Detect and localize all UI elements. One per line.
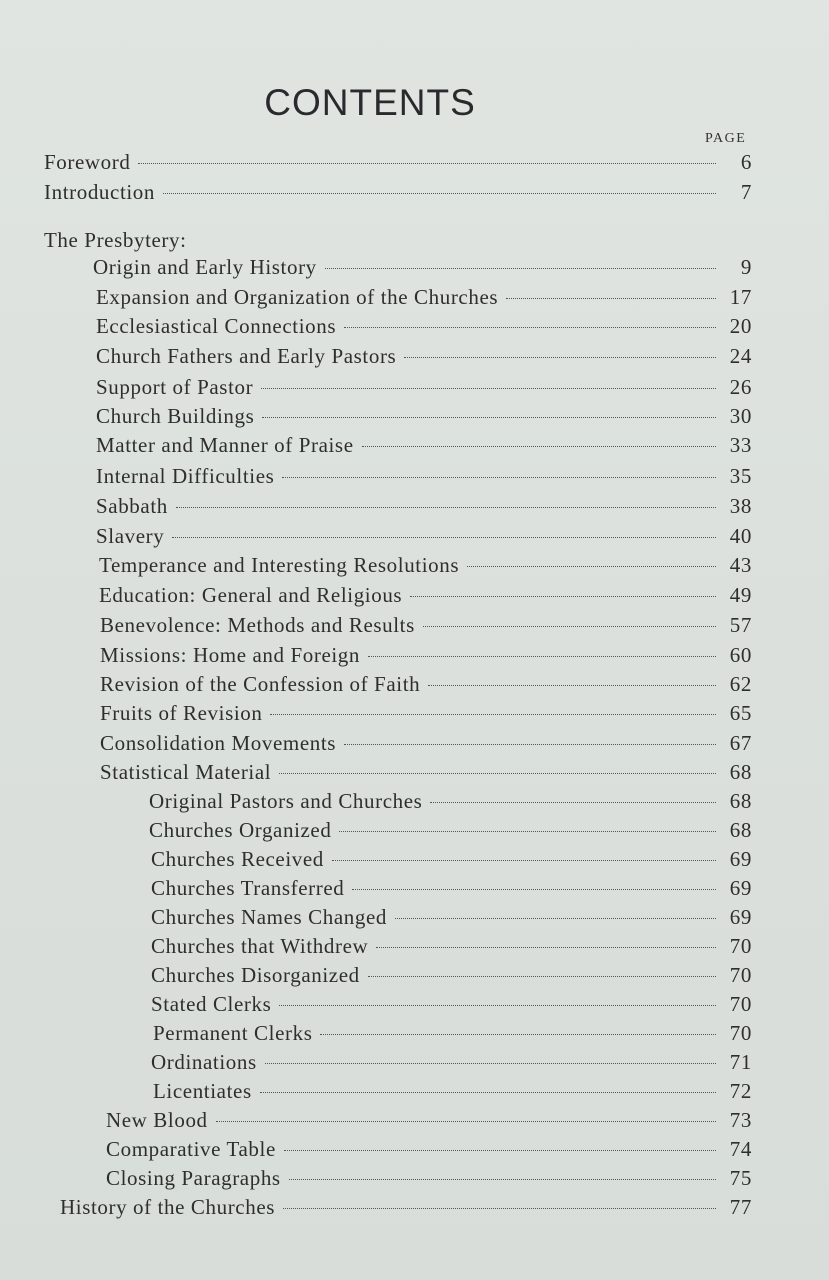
toc-entry-label: History of the Churches <box>60 1195 276 1219</box>
toc-entry-page-number: 62 <box>729 672 752 696</box>
toc-entry <box>44 150 752 179</box>
toc-entry <box>96 464 752 493</box>
toc-entry-label: Internal Difficulties <box>96 464 275 488</box>
toc-entry-label: Introduction <box>44 180 156 204</box>
toc-entry-label: Revision of the Confession of Faith <box>100 672 421 696</box>
toc-entry-page-number: 70 <box>729 963 752 987</box>
dot-leader <box>176 507 716 508</box>
toc-entry <box>151 847 752 876</box>
toc-entry-page-number: 71 <box>729 1050 752 1074</box>
dot-leader <box>261 388 716 389</box>
toc-entry-page-number: 68 <box>729 818 752 842</box>
dot-leader <box>265 1063 716 1064</box>
dot-leader <box>262 417 716 418</box>
toc-entry-label: Ecclesiastical Connections <box>96 314 337 338</box>
toc-entry-label: Origin and Early History <box>93 255 317 279</box>
dot-leader <box>283 1208 716 1209</box>
dot-leader <box>423 626 716 627</box>
toc-entry-label: Churches Disorganized <box>151 963 360 987</box>
toc-entry-page-number: 69 <box>729 847 752 871</box>
dot-leader <box>163 193 716 194</box>
toc-entry-label: Sabbath <box>96 494 168 518</box>
toc-entry-page-number: 75 <box>729 1166 752 1190</box>
toc-entry-label: Licentiates <box>153 1079 252 1103</box>
toc-entry-label: Missions: Home and Foreign <box>100 643 361 667</box>
toc-entry-label: Comparative Table <box>106 1137 276 1161</box>
toc-entry <box>100 613 752 642</box>
toc-entry <box>106 1108 752 1137</box>
toc-entry-label: Closing Paragraphs <box>106 1166 281 1190</box>
dot-leader <box>279 1005 716 1006</box>
toc-entry-page-number: 33 <box>729 433 752 457</box>
toc-entry <box>106 1137 752 1166</box>
dot-leader <box>395 918 716 919</box>
toc-entry <box>100 672 752 701</box>
toc-entry <box>93 255 752 284</box>
toc-entry-label: Permanent Clerks <box>153 1021 313 1045</box>
toc-entry-page-number: 74 <box>729 1137 752 1161</box>
dot-leader <box>344 327 716 328</box>
dot-leader <box>428 685 716 686</box>
dot-leader <box>506 298 716 299</box>
toc-entry-page-number: 69 <box>729 876 752 900</box>
toc-entry-label: Foreword <box>44 150 131 174</box>
toc-entry-label: Church Fathers and Early Pastors <box>96 344 397 368</box>
toc-entry <box>153 1021 752 1050</box>
toc-entry <box>96 285 752 314</box>
toc-entry-page-number: 49 <box>729 583 752 607</box>
toc-entry-page-number: 17 <box>729 285 752 309</box>
toc-entry <box>153 1079 752 1108</box>
dot-leader <box>352 889 716 890</box>
dot-leader <box>404 357 716 358</box>
toc-entry-page-number: 7 <box>740 180 752 204</box>
toc-entry-page-number: 60 <box>729 643 752 667</box>
toc-entry-page-number: 24 <box>729 344 752 368</box>
toc-entry <box>100 643 752 672</box>
toc-entry-page-number: 35 <box>729 464 752 488</box>
toc-entry-page-number: 69 <box>729 905 752 929</box>
toc-entry-page-number: 9 <box>740 255 752 279</box>
toc-entry <box>99 553 752 582</box>
toc-entry-page-number: 30 <box>729 404 752 428</box>
toc-entry-label: Churches Organized <box>149 818 332 842</box>
toc-entry-label: Original Pastors and Churches <box>149 789 423 813</box>
dot-leader <box>216 1121 716 1122</box>
toc-entry-page-number: 6 <box>740 150 752 174</box>
toc-entry <box>151 963 752 992</box>
toc-entry <box>96 433 752 462</box>
toc-entry-page-number: 38 <box>729 494 752 518</box>
dot-leader <box>282 477 716 478</box>
toc-entry-page-number: 70 <box>729 1021 752 1045</box>
toc-entry-page-number: 70 <box>729 934 752 958</box>
dot-leader <box>289 1179 716 1180</box>
toc-entry-page-number: 68 <box>729 789 752 813</box>
dot-leader <box>410 596 716 597</box>
toc-entry-page-number: 20 <box>729 314 752 338</box>
toc-entry-label: Churches Received <box>151 847 324 871</box>
dot-leader <box>368 656 716 657</box>
toc-entry-page-number: 40 <box>729 524 752 548</box>
dot-leader <box>172 537 716 538</box>
toc-entry-label: Churches Names Changed <box>151 905 387 929</box>
toc-entry-page-number: 70 <box>729 992 752 1016</box>
dot-leader <box>362 446 716 447</box>
dot-leader <box>467 566 716 567</box>
dot-leader <box>430 802 716 803</box>
toc-entry-page-number: 68 <box>729 760 752 784</box>
toc-entry <box>96 314 752 343</box>
dot-leader <box>344 744 716 745</box>
toc-entry <box>151 992 752 1021</box>
toc-entry <box>96 375 752 404</box>
toc-entry-label: Support of Pastor <box>96 375 254 399</box>
toc-entry-label: Benevolence: Methods and Results <box>100 613 415 637</box>
dot-leader <box>279 773 716 774</box>
toc-entry-label: Matter and Manner of Praise <box>96 433 354 457</box>
toc-entry-page-number: 65 <box>729 701 752 725</box>
toc-entry-page-number: 72 <box>729 1079 752 1103</box>
toc-entry <box>100 731 752 760</box>
toc-entry <box>60 1195 752 1224</box>
dot-leader <box>138 163 716 164</box>
page-title: CONTENTS <box>264 82 476 123</box>
toc-entry-label: Fruits of Revision <box>100 701 263 725</box>
dot-leader <box>376 947 716 948</box>
toc-entry <box>96 404 752 433</box>
toc-entry-label: Stated Clerks <box>151 992 272 1016</box>
toc-entry <box>151 934 752 963</box>
dot-leader <box>260 1092 716 1093</box>
toc-entry <box>149 818 752 847</box>
toc-entry-page-number: 26 <box>729 375 752 399</box>
toc-entry <box>100 760 752 789</box>
toc-entry-label: Expansion and Organization of the Churches <box>96 285 499 309</box>
toc-entry-label: Consolidation Movements <box>100 731 337 755</box>
toc-entry <box>151 1050 752 1079</box>
dot-leader <box>284 1150 716 1151</box>
toc-entry <box>149 789 752 818</box>
toc-entry <box>96 344 752 373</box>
toc-entry-label: Churches Transferred <box>151 876 345 900</box>
toc-entry <box>96 494 752 523</box>
toc-entry-page-number: 43 <box>729 553 752 577</box>
toc-entry-label: Ordinations <box>151 1050 257 1074</box>
dot-leader <box>270 714 716 715</box>
toc-entry <box>99 583 752 612</box>
toc-entry-page-number: 57 <box>729 613 752 637</box>
dot-leader <box>320 1034 716 1035</box>
page-column-label: PAGE <box>705 131 747 146</box>
toc-entry-label: Statistical Material <box>100 760 272 784</box>
dot-leader <box>368 976 716 977</box>
toc-entry <box>151 876 752 905</box>
toc-entry <box>44 180 752 209</box>
toc-entry <box>151 905 752 934</box>
dot-leader <box>325 268 716 269</box>
toc-entry <box>100 701 752 730</box>
toc-entry-label: Church Buildings <box>96 404 255 428</box>
toc-entry-label: Education: General and Religious <box>99 583 403 607</box>
dot-leader <box>339 831 716 832</box>
toc-entry-page-number: 77 <box>729 1195 752 1219</box>
toc-entry <box>96 524 752 553</box>
dot-leader <box>332 860 716 861</box>
toc-entry-label: Slavery <box>96 524 165 548</box>
toc-entry <box>106 1166 752 1195</box>
section-heading: The Presbytery: <box>44 228 187 252</box>
toc-entry-page-number: 73 <box>729 1108 752 1132</box>
toc-entry-page-number: 67 <box>729 731 752 755</box>
toc-entry-label: New Blood <box>106 1108 208 1132</box>
toc-entry-label: Churches that Withdrew <box>151 934 369 958</box>
toc-entry-label: Temperance and Interesting Resolutions <box>99 553 460 577</box>
